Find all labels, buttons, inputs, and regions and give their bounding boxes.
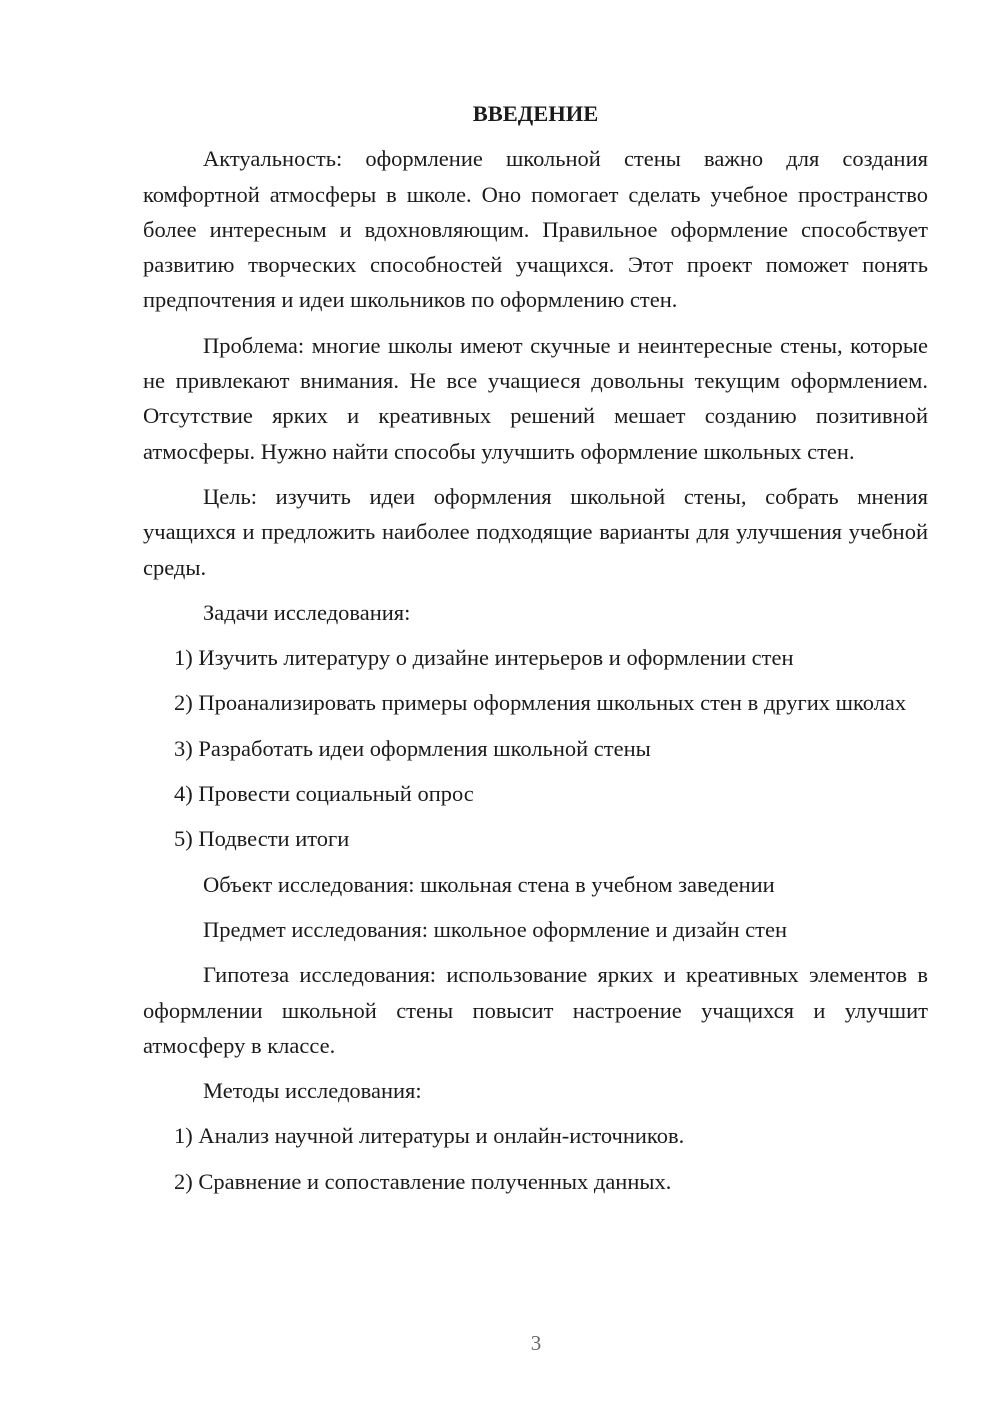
- methods-list: [143, 1118, 928, 1199]
- list-item: 2) Проанализировать примеры оформления школьных стен в других школах: [174, 690, 907, 716]
- page-body: [143, 96, 928, 1209]
- page-number: 3: [530, 1331, 542, 1355]
- tasks-list: [143, 640, 928, 856]
- research-subject: Предмет исследования: школьное оформление и дизайн стен: [203, 916, 788, 942]
- methods-heading: Методы исследования:: [203, 1078, 422, 1104]
- list-item: 3) Разработать идеи оформления школьной стены: [174, 735, 651, 761]
- list-item: 1) Анализ научной литературы и онлайн-источников.: [174, 1123, 685, 1149]
- problem-paragraph: Проблема: многие школы имеют скучные и неинтересные стены, которые не привлекают внимания. Не все учащиеся довольны текущим оформлением. Отсутствие ярких и креативных решений мешает созданию позитивной атмосферы. Нужно найти способы улучшить оформление школьных стен.: [143, 332, 928, 464]
- list-item: 1) Изучить литературу о дизайне интерьеров и оформлении стен: [174, 645, 794, 671]
- hypothesis-paragraph: Гипотеза исследования: использование ярких и креативных элементов в оформлении школьной стены повысит настроение учащихся и улучшит атмосферу в классе.: [143, 962, 928, 1058]
- list-item: 4) Провести социальный опрос: [174, 781, 474, 807]
- relevance-paragraph: Актуальность: оформление школьной стены важно для создания комфортной атмосферы в школе. Оно помогает сделать учебное пространство более интересным и вдохновляющим. Правильное оформление способствует развитию творческих способностей учащихся. Этот проект поможет понять предпочтения и идеи школьников по оформлению стен.: [143, 146, 928, 313]
- research-object: Объект исследования: школьная стена в учебном заведении: [203, 871, 775, 897]
- goal-paragraph: Цель: изучить идеи оформления школьной стены, собрать мнения учащихся и предложить наиболее подходящие варианты для улучшения учебной среды.: [143, 483, 928, 580]
- list-item: 2) Сравнение и сопоставление полученных данных.: [174, 1168, 672, 1194]
- list-item: 5) Подвести итоги: [174, 826, 350, 852]
- tasks-heading: Задачи исследования:: [203, 599, 411, 625]
- page-title: ВВЕДЕНИЕ: [472, 101, 599, 126]
